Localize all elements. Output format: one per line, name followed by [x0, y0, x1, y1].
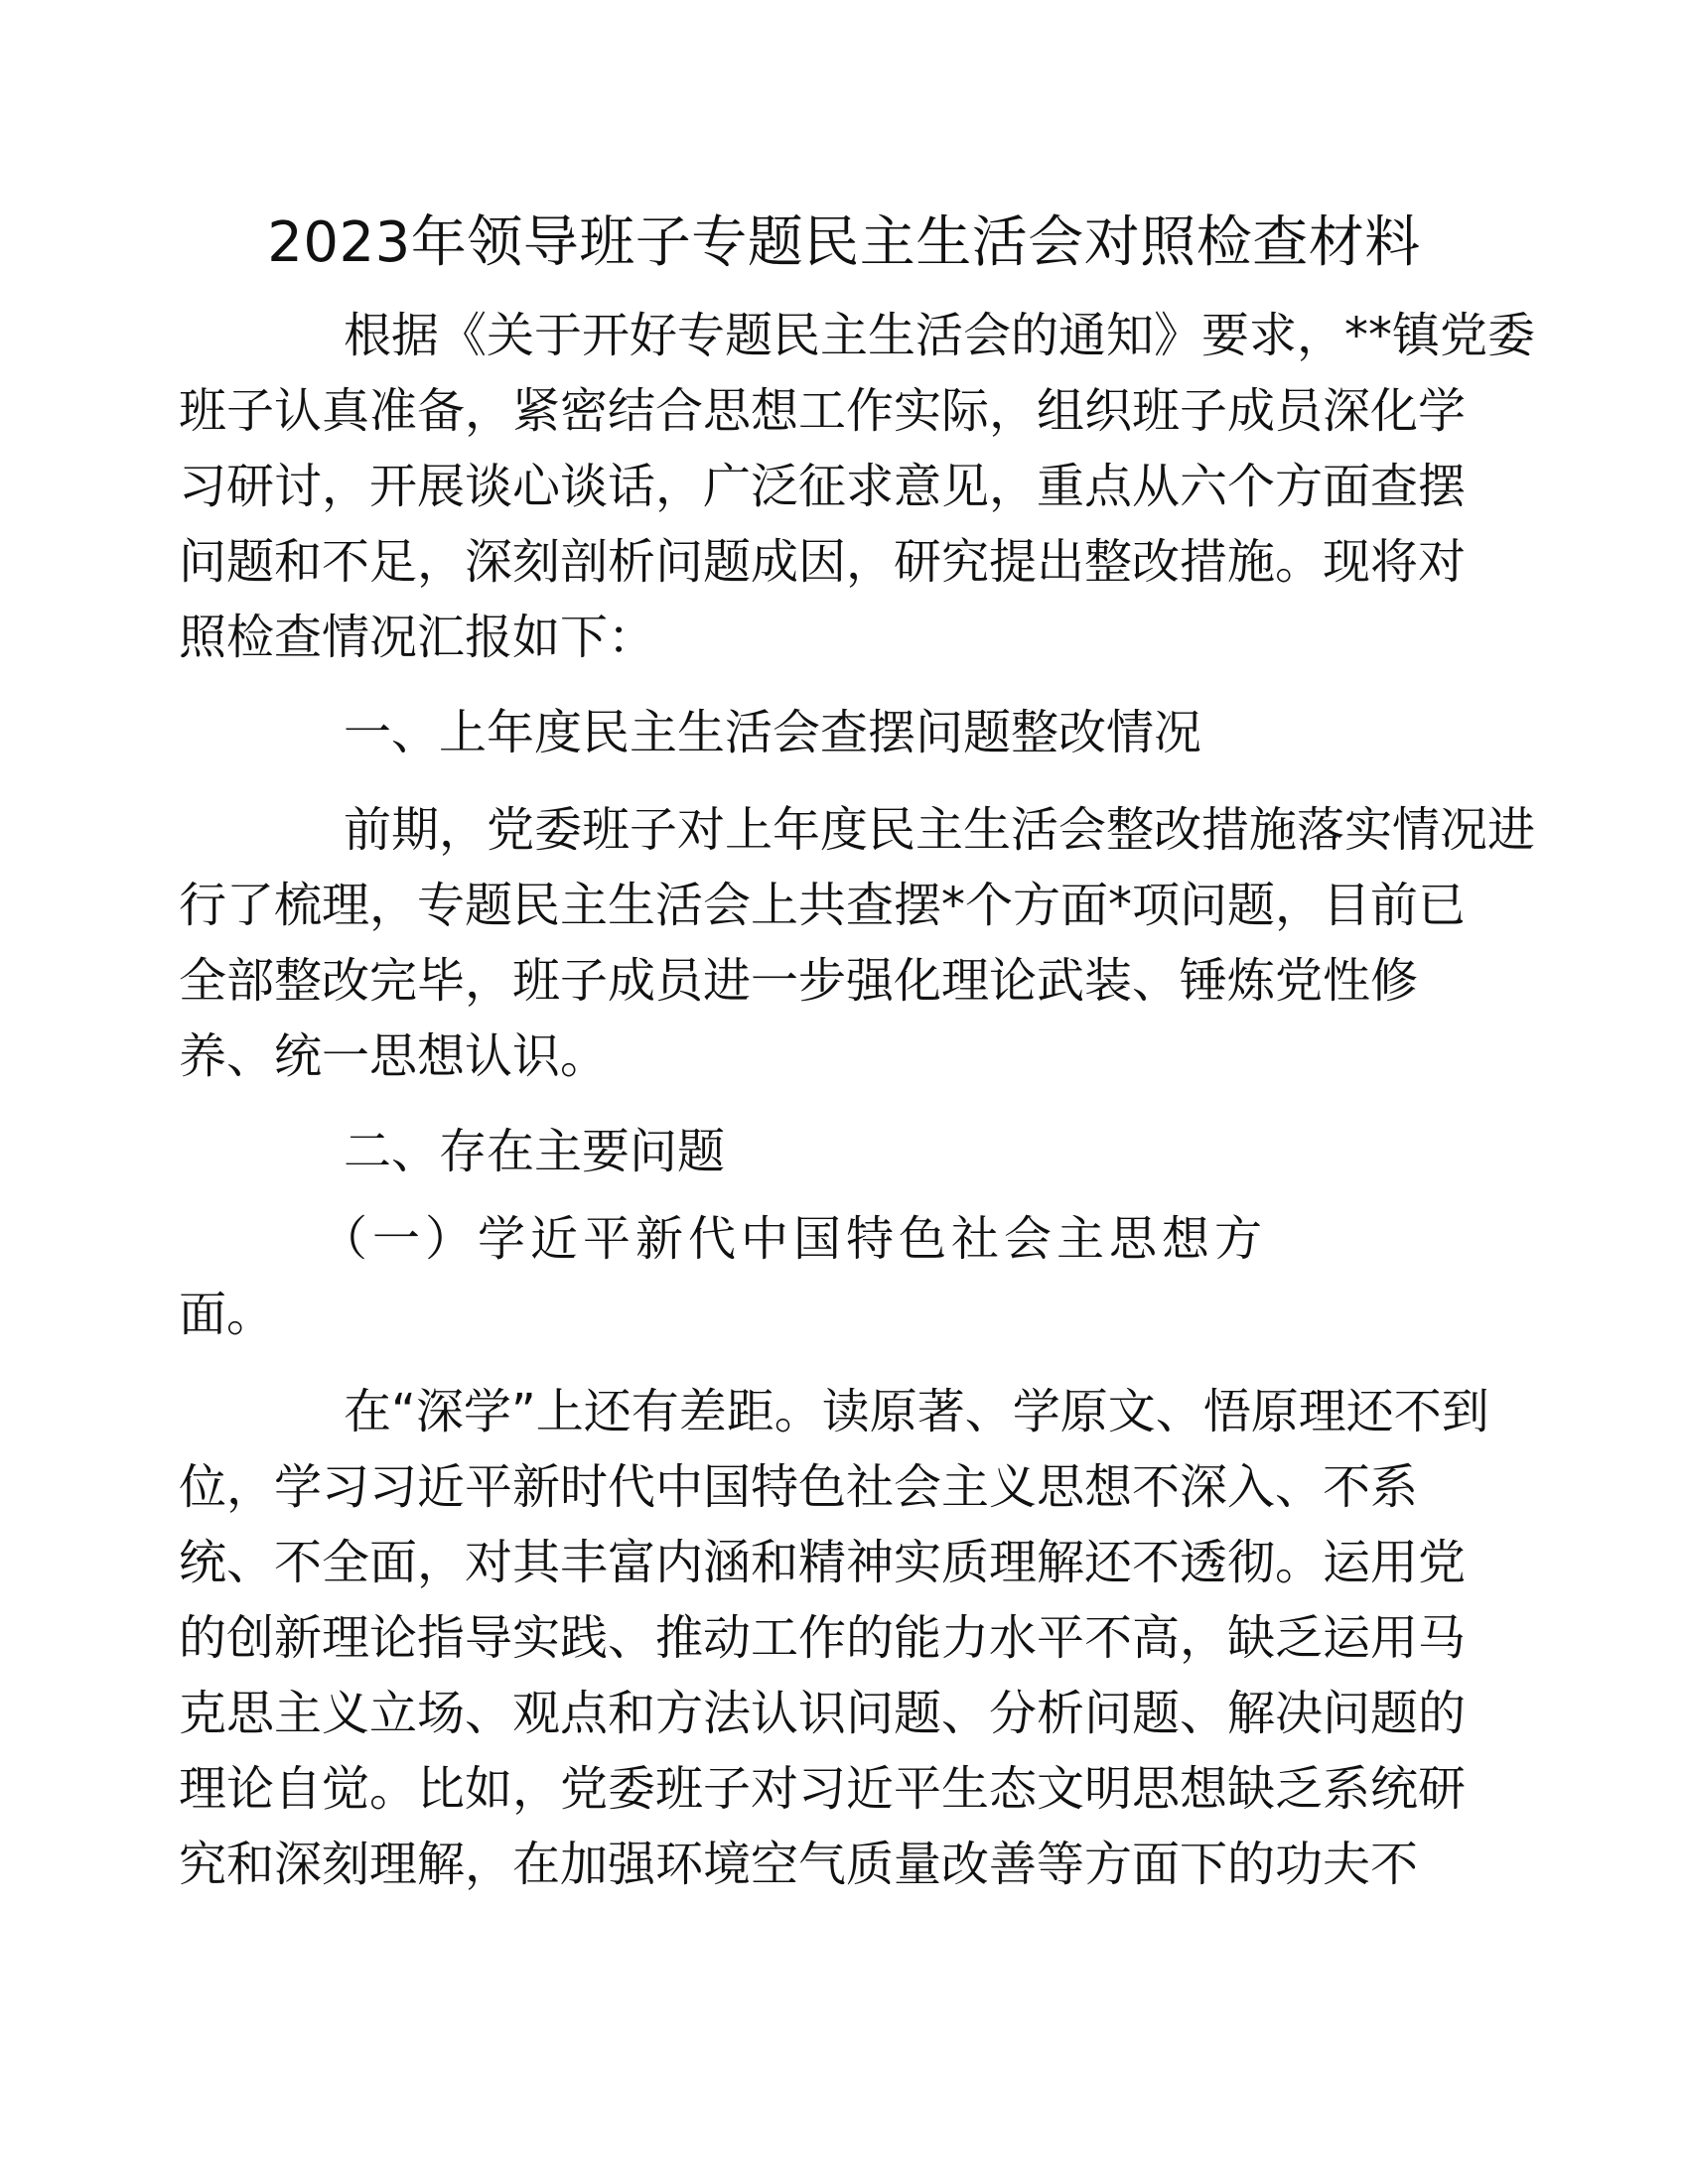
document-title: 2023年领导班子专题民主生活会对照检查材料: [267, 210, 1421, 275]
text-line: 的创新理论指导实践、推动工作的能力水平不高，缺乏运用马: [179, 1610, 1467, 1666]
paragraph-section-1: [179, 792, 1536, 1094]
paragraph-intro: [179, 298, 1536, 675]
text-line: 前期，党委班子对上年度民主生活会整改措施落实情况进: [344, 802, 1536, 858]
section-heading: 一、上年度民主生活会查摆问题整改情况: [344, 705, 1202, 760]
subsection-heading-cont: 面。: [179, 1287, 275, 1342]
text-line: 理论自觉。比如，党委班子对习近平生态文明思想缺乏系统研: [179, 1761, 1467, 1817]
document-body: [179, 298, 1536, 1902]
text-line: 究和深刻理解，在加强环境空气质量改善等方面下的功夫不: [179, 1837, 1419, 1892]
text-line: 行了梳理，专题民主生活会上共查摆*个方面*项问题，目前已: [179, 878, 1467, 933]
text-line: 问题和不足，深刻剖析问题成因，研究提出整改措施。现将对: [179, 534, 1467, 590]
text-line: 养、统一思想认识。: [179, 1028, 609, 1084]
text-line: 班子认真准备，紧密结合思想工作实际，组织班子成员深化学: [179, 383, 1467, 439]
text-line: 统、不全面，对其丰富内涵和精神实质理解还不透彻。运用党: [179, 1535, 1467, 1590]
paragraph-section-2-1: [179, 1374, 1489, 1902]
heading-section-2: [248, 1114, 1440, 1189]
subsection-heading: （一）学近平新代中国特色社会主思想方: [320, 1211, 1268, 1267]
text-line: 在“深学”上还有差距。读原著、学原文、悟原理还不到: [344, 1384, 1489, 1439]
section-heading: 二、存在主要问题: [344, 1124, 726, 1179]
heading-section-1: [248, 695, 1440, 770]
text-line: 根据《关于开好专题民主生活会的通知》要求，**镇党委: [344, 308, 1536, 363]
text-line: 全部整改完毕，班子成员进一步强化理论武装、锤炼党性修: [179, 953, 1419, 1009]
text-line: 克思主义立场、观点和方法认识问题、分析问题、解决问题的: [179, 1686, 1467, 1741]
text-line: 位，学习习近平新时代中国特色社会主义思想不深入、不系: [179, 1459, 1419, 1515]
text-line: 习研讨，开展谈心谈话，广泛征求意见，重点从六个方面查摆: [179, 459, 1467, 514]
text-line: 照检查情况汇报如下：: [179, 610, 656, 665]
subheading-section-2-1: [179, 1201, 1440, 1352]
